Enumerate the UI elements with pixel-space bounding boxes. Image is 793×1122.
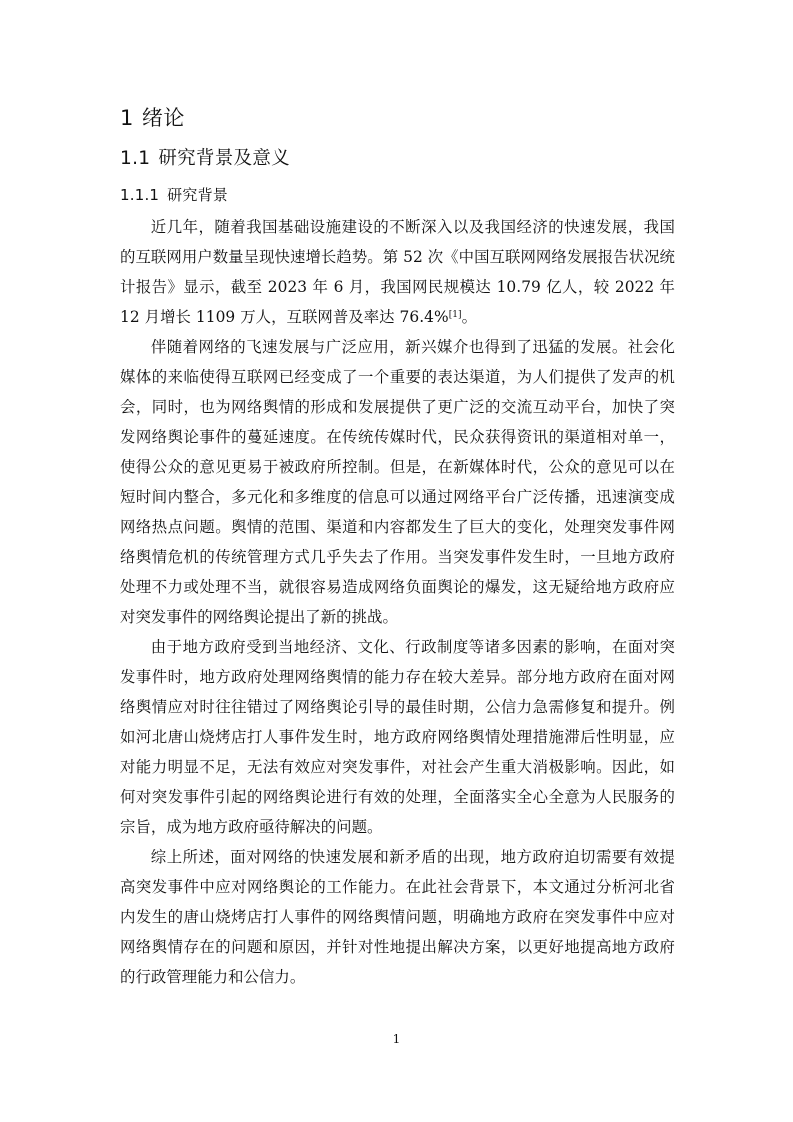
chapter-heading — [120, 103, 185, 133]
citation-mark[interactable]: [1] — [448, 310, 462, 320]
section-title: 研究背景及意义 — [158, 148, 290, 169]
section-heading — [120, 145, 290, 173]
section-number: 1.1 — [120, 148, 151, 169]
subsection-title: 研究背景 — [167, 186, 228, 204]
paragraph: 由于地方政府受到当地经济、文化、行政制度等诸多因素的影响，在面对突发事件时，地方政府处理网络舆情的能力存在较大差异。部分地方政府在面对网络舆情应对时往往错过了网络舆论引导的最佳时期，公信力急需修复和提升。例如河北唐山烧烤店打人事件发生时，地方政府网络舆情处理措施滞后性明显，应对能力明显不足，无法有效应对突发事件，对社会产生重大消极影响。因此，如何对突发事件引起的网络舆论进行有效的处理，全面落实全心全意为人民服务的宗旨，成为地方政府亟待解决的问题。 — [120, 638, 675, 836]
paragraph: 综上所述，面对网络的快速发展和新矛盾的出现，地方政府迫切需要有效提高突发事件中应对网络舆论的工作能力。在此社会背景下，本文通过分析河北省内发生的唐山烧烤店打人事件的网络舆情问题，明确地方政府在突发事件中应对网络舆情存在的问题和原因，并针对性地提出解决方案，以更好地提高地方政府的行政管理能力和公信力。 — [120, 848, 675, 986]
chapter-title: 绪论 — [141, 106, 185, 130]
paragraph: 伴随着网络的飞速发展与广泛应用，新兴媒介也得到了迅猛的发展。社会化媒体的来临使得互联网已经变成了一个重要的表达渠道，为人们提供了发声的机会，同时，也为网络舆情的形成和发展提供了更广泛的交流互动平台，加快了突发网络舆论事件的蔓延速度。在传统传媒时代，民众获得资讯的渠道相对单一，使得公众的意见更易于被政府所控制。但是，在新媒体时代，公众的意见可以在短时间内整合，多元化和多维度的信息可以通过网络平台广泛传播，迅速演变成网络热点问题。舆情的范围、渠道和内容都发生了巨大的变化，处理突发事件网络舆情危机的传统管理方式几乎失去了作用。当突发事件发生时，一旦地方政府处理不力或处理不当，就很容易造成网络负面舆论的爆发，这无疑给地方政府应对突发事件的网络舆论提出了新的挑战。 — [120, 338, 675, 626]
paragraph-text: 近几年，随着我国基础设施建设的不断深入以及我国经济的快速发展，我国的互联网用户数量呈现快速增长趋势。第 52 次《中国互联网网络发展报告状况统计报告》显示，截至 2023 年 6 月，我国网民规模达 10.79 亿人，较 2022 年 12 月增长 1109 万人，互联网普及率达 76.4% — [120, 218, 675, 326]
subsection-heading — [120, 183, 228, 207]
paragraph-tail: 。 — [461, 308, 478, 326]
body-text — [120, 212, 675, 992]
chapter-number: 1 — [120, 106, 134, 130]
page-number: 1 — [392, 1032, 401, 1046]
subsection-number: 1.1.1 — [120, 186, 160, 204]
paragraph — [120, 212, 675, 332]
